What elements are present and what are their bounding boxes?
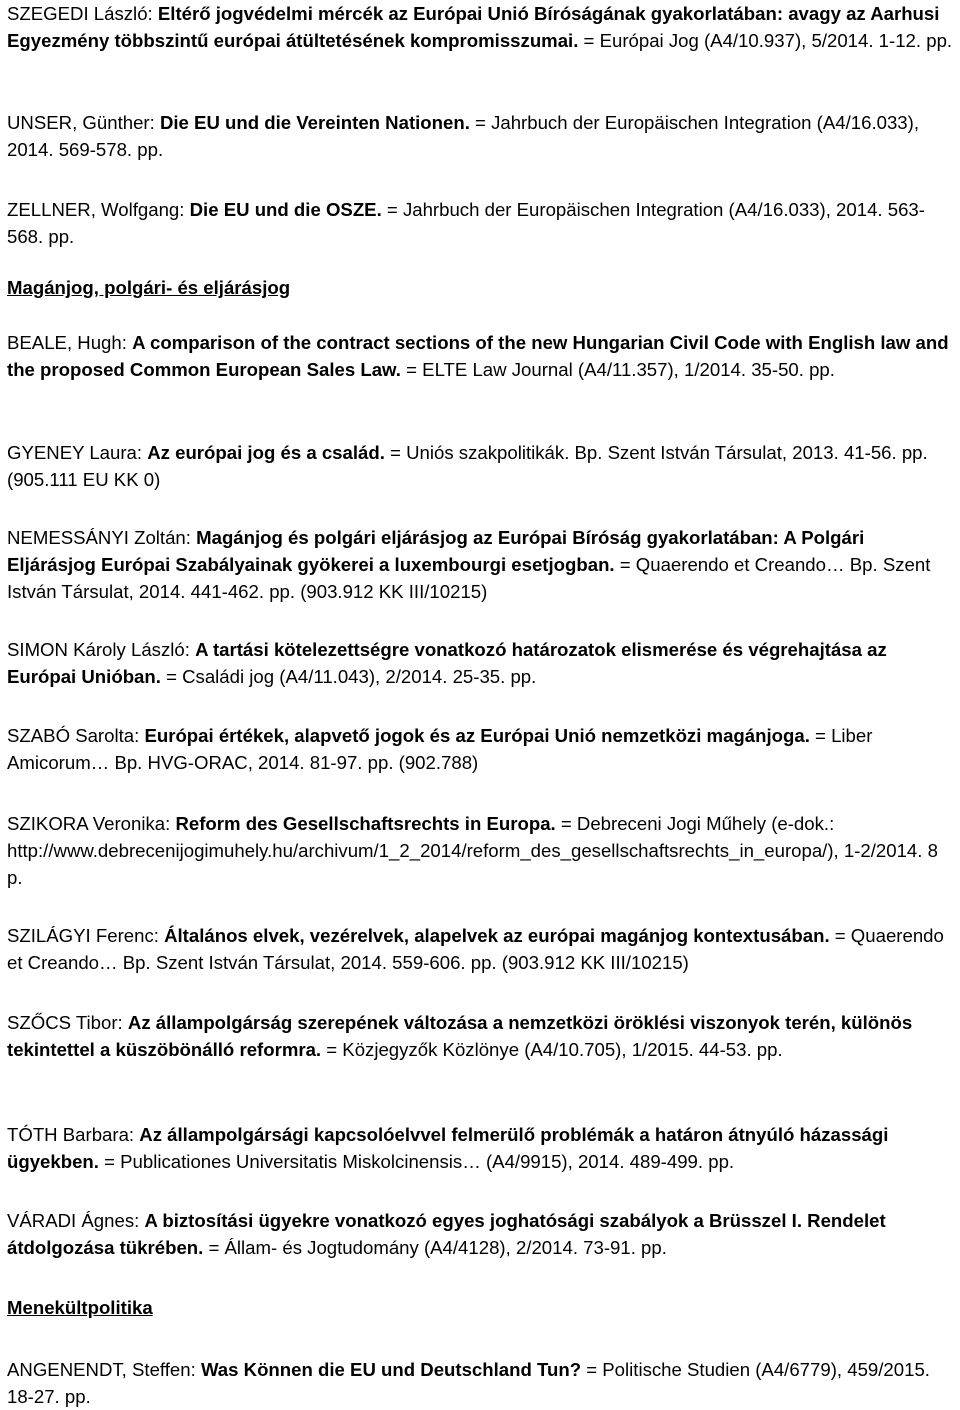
entry-source: = Politische Studien (A4/6779), 459/2015. 18-27. pp. — [7, 1359, 930, 1407]
entry-author: GYENEY Laura: — [7, 442, 148, 463]
bibliography-entry — [7, 1356, 955, 1410]
entry-source: = Uniós szakpolitikák. Bp. Szent István Társulat, 2013. 41-56. pp.(905.111 EU KK 0) — [7, 442, 928, 490]
entry-title: Die EU und die Vereinten Nationen. — [159, 112, 470, 133]
entry-title: Die EU und die OSZE. — [189, 199, 382, 220]
entry-title: Az állampolgársági kapcsolóelvvel felmerülő problémák a határon átnyúló házassági ügyekben. — [7, 1124, 889, 1172]
entry-author: SZEGEDI László: — [7, 3, 158, 24]
bibliography-entry — [7, 722, 955, 776]
entry-source: = Jahrbuch der Europäischen Integration (A4/16.033), 2014. 563-568. pp. — [7, 199, 925, 247]
entry-source: = Debreceni Jogi Műhely (e-dok.: http://www.debrecenijogimuhely.hu/archivum/1_2_2014/reform_des_gesellschaftsrechts_in_europa/), 1-2/2014. 8 p. — [7, 813, 938, 888]
entry-source: = Közjegyzők Közlönye (A4/10.705), 1/2015. 44-53. pp. — [321, 1039, 783, 1060]
bibliography-entry — [7, 524, 955, 605]
bibliography-entry — [7, 0, 955, 54]
entry-source: = Publicationes Universitatis Miskolcinensis… (A4/9915), 2014. 489-499. pp. — [98, 1151, 735, 1172]
entry-source: = Családi jog (A4/11.043), 2/2014. 25-35. pp. — [160, 666, 537, 687]
entry-source: = Jahrbuch der Europäischen Integration (A4/16.033), 2014. 569-578. pp. — [7, 112, 920, 160]
bibliography-entry — [7, 636, 955, 690]
bibliography-entry — [7, 1207, 955, 1261]
entry-author: SZŐCS Tibor: — [7, 1012, 128, 1033]
entry-author: ANGENENDT, Steffen: — [7, 1359, 201, 1380]
entry-source: = Európai Jog (A4/10.937), 5/2014. 1-12. pp. — [578, 30, 953, 51]
entry-source: = Quaerendo et Creando… Bp. Szent István Társulat, 2014. 441-462. pp. (903.912 KK III/10215) — [7, 554, 931, 602]
entry-author: NEMESSÁNYI Zoltán: — [7, 527, 197, 548]
entry-title: A tartási kötelezettségre vonatkozó határozatok elismerése és végrehajtása az Európai Unióban. — [7, 639, 887, 687]
bibliography-entry — [7, 1009, 955, 1063]
bibliography-entry — [7, 109, 955, 163]
entry-title: A comparison of the contract sections of the new Hungarian Civil Code with English law and the proposed Common European Sales Law. — [7, 332, 949, 380]
entry-author: BEALE, Hugh: — [7, 332, 133, 353]
bibliography-entry — [7, 196, 955, 250]
bibliography-entry — [7, 329, 955, 383]
entry-source: = ELTE Law Journal (A4/11.357), 1/2014. 35-50. pp. — [400, 359, 835, 380]
entry-author: ZELLNER, Wolfgang: — [7, 199, 190, 220]
entry-author: SZILÁGYI Ferenc: — [7, 925, 165, 946]
section-heading: Menekültpolitika — [7, 1297, 153, 1318]
entry-title: Európai értékek, alapvető jogok és az Európai Unió nemzetközi magánjoga. — [144, 725, 810, 746]
entry-title: Was Können die EU und Deutschland Tun? — [200, 1359, 582, 1380]
entry-title: Az európai jog és a család. — [147, 442, 385, 463]
entry-author: SZABÓ Sarolta: — [7, 725, 145, 746]
bibliography-entry — [7, 439, 955, 493]
entry-title: Általános elvek, vezérelvek, alapelvek az európai magánjog kontextusában. — [164, 925, 830, 946]
entry-author: VÁRADI Ágnes: — [7, 1210, 145, 1231]
entry-title: A biztosítási ügyekre vonatkozó egyes joghatósági szabályok a Brüsszel I. Rendelet átdolgozása tükrében. — [7, 1210, 886, 1258]
entry-source: = Állam- és Jogtudomány (A4/4128), 2/2014. 73-91. pp. — [203, 1237, 667, 1258]
entry-title: Eltérő jogvédelmi mércék az Európai Unió Bíróságának gyakorlatában: avagy az Aarhusi Egyezmény többszintű európai átültetésének kompromisszumai. — [7, 3, 940, 51]
bibliography-entry — [7, 922, 955, 976]
entry-title: Magánjog és polgári eljárásjog az Európai Bíróság gyakorlatában: A Polgári Eljárásjog Európai Szabályainak gyökerei a luxembourgi esetjogban. — [7, 527, 865, 575]
entry-author: UNSER, Günther: — [7, 112, 160, 133]
entry-title: Reform des Gesellschaftsrechts in Europa. — [175, 813, 556, 834]
entry-source: = Quaerendo et Creando… Bp. Szent István Társulat, 2014. 559-606. pp. (903.912 KK III/10215) — [7, 925, 944, 973]
entry-source: = Liber Amicorum… Bp. HVG-ORAC, 2014. 81-97. pp. (902.788) — [7, 725, 873, 773]
bibliography-entry — [7, 810, 955, 891]
entry-author: TÓTH Barbara: — [7, 1124, 140, 1145]
entry-title: Az állampolgárság szerepének változása a nemzetközi öröklési viszonyok terén, különös tekintettel a küszöbönálló reformra. — [7, 1012, 913, 1060]
section-heading: Magánjog, polgári- és eljárásjog — [7, 277, 291, 298]
bibliography-entry — [7, 1121, 955, 1175]
entry-author: SIMON Károly László: — [7, 639, 196, 660]
entry-author: SZIKORA Veronika: — [7, 813, 176, 834]
